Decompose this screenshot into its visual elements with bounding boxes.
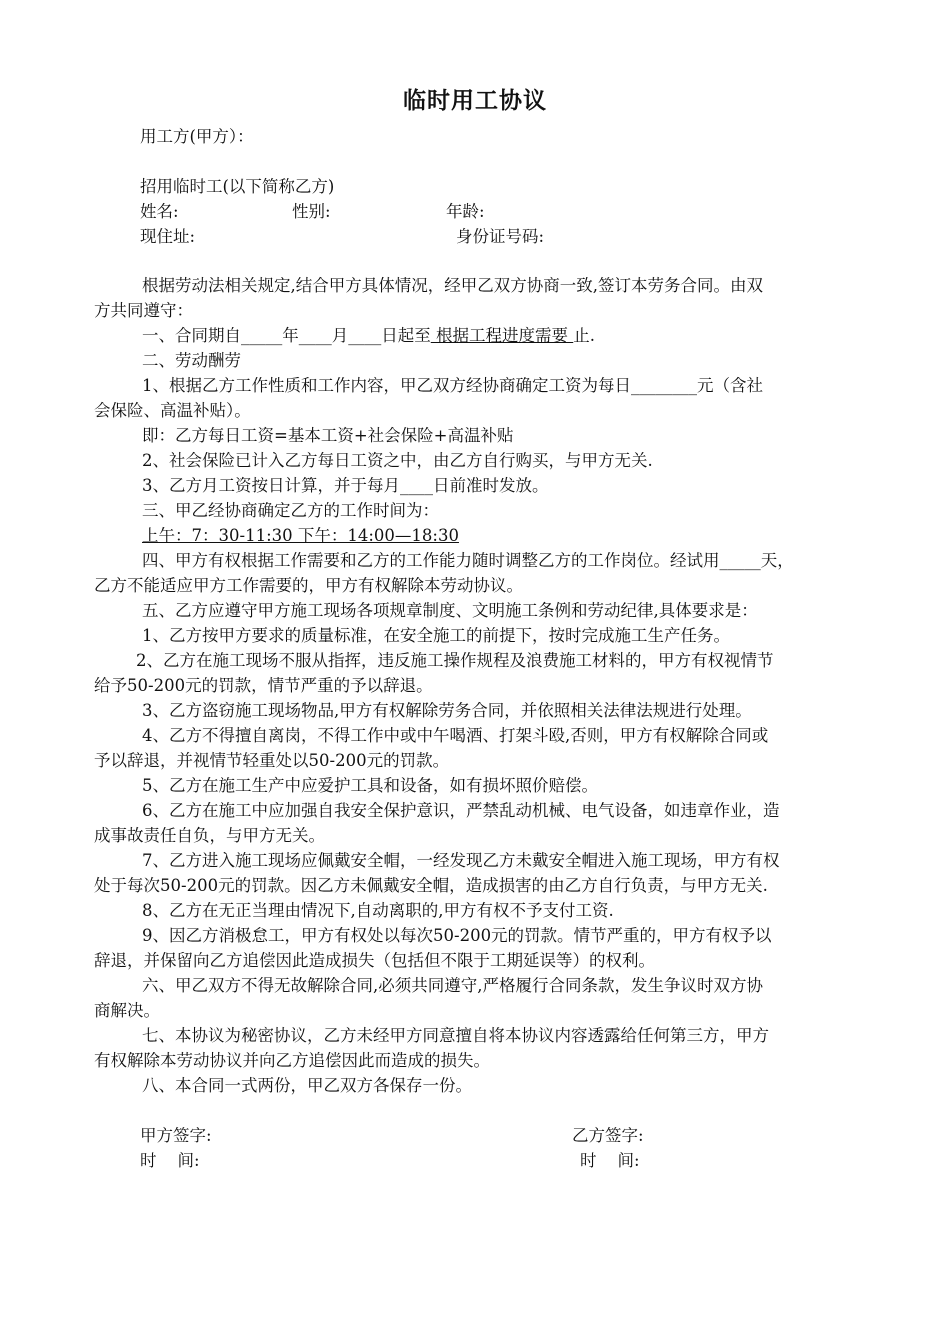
clause-2-3-suffix: 日前准时发放。: [433, 476, 549, 495]
clause-4-line-1: [142, 550, 794, 572]
clause-2-1-line-2: 会保险、高温补贴）。: [94, 401, 251, 420]
month-blank: ____: [298, 326, 332, 345]
probation-days-blank: _____: [719, 551, 761, 570]
clause-8: 八、本合同一式两份，甲乙双方各保存一份。: [142, 1076, 472, 1095]
clause-1-month: 月: [331, 326, 349, 345]
clause-2-2: 2、社会保险已计入乙方每日工资之中，由乙方自行购买，与甲方无关.: [142, 451, 653, 470]
clause-1-end: 止.: [573, 326, 595, 345]
clause-4-line-2: 乙方不能适应甲方工作需要的，甲方有权解除本劳动协议。: [94, 576, 523, 595]
clause-7-line-2: 有权解除本劳动协议并向乙方追偿因此而造成的损失。: [94, 1051, 490, 1070]
wage-formula: 即：乙方每日工资=基本工资+社会保险+高温补贴: [142, 426, 514, 445]
clause-4-prefix: 四、甲方有权根据工作需要和乙方的工作能力随时调整乙方的工作岗位。经试用: [142, 551, 720, 570]
clause-5-5: 5、乙方在施工生产中应爱护工具和设备，如有损坏照价赔偿。: [142, 776, 598, 795]
clause-5-4-line-2: 予以辞退，并视情节轻重处以50-200元的罚款。: [94, 751, 450, 770]
clause-5-8: 8、乙方在无正当理由情况下,自动离职的,甲方有权不予支付工资.: [142, 901, 614, 920]
clause-5-2-line-2: 给予50-200元的罚款，情节严重的予以辞退。: [94, 676, 433, 695]
address-label: 现住址:: [140, 227, 196, 246]
clause-4-suffix: 天，: [760, 551, 794, 570]
clause-2-1-suffix: 元（含社: [697, 376, 763, 395]
employer-label: 用工方(甲方）：: [140, 127, 254, 146]
clause-5-6-line-1: 6、乙方在施工中应加强自我安全保护意识，严禁乱动机械、电气设备，如违章作业，造: [142, 801, 780, 820]
page-title: 临时用工协议: [403, 88, 547, 114]
clause-5-title: 五、乙方应遵守甲方施工现场各项规章制度、文明施工条例和劳动纪律,具体要求是：: [142, 601, 758, 620]
clause-5-9-line-2: 辞退，并保留向乙方追偿因此造成损失（包括但不限于工期延误等）的权利。: [94, 951, 655, 970]
daily-wage-blank: ________: [631, 376, 697, 395]
clause-2-3: [142, 475, 549, 497]
clause-2-3-prefix: 3、乙方月工资按日计算，并于每月: [142, 476, 400, 495]
day-blank: ____: [348, 326, 382, 345]
clause-5-6-line-2: 成事故责任自负，与甲方无关。: [94, 826, 325, 845]
clause-6-line-2: 商解决。: [94, 1001, 160, 1020]
clause-5-1: 1、乙方按甲方要求的质量标准，在安全施工的前提下，按时完成施工生产任务。: [142, 626, 730, 645]
preamble-line-2: 方共同遵守：: [94, 301, 193, 320]
work-hours: 上午：7：30-11:30 下午：14:00—18:30: [142, 526, 459, 545]
clause-1: [142, 325, 595, 347]
clause-5-3: 3、乙方盗窃施工现场物品,甲方有权解除劳务合同，并依照相关法律法规进行处理。: [142, 701, 752, 720]
clause-1-year: 年: [282, 326, 299, 345]
age-label: 年龄:: [446, 202, 485, 221]
clause-2-1-prefix: 1、根据乙方工作性质和工作内容，甲乙双方经协商确定工资为每日: [142, 376, 631, 395]
clause-1-prefix: 一、合同期自: [142, 326, 241, 345]
gender-label: 性别:: [292, 202, 331, 221]
clause-5-7-line-1: 7、乙方进入施工现场应佩戴安全帽，一经发现乙方未戴安全帽进入施工现场，甲方有权: [142, 851, 780, 870]
clause-7-line-1: 七、本协议为秘密协议，乙方未经甲方同意擅自将本协议内容透露给任何第三方，甲方: [142, 1026, 769, 1045]
clause-2-1-line-1: [142, 375, 763, 397]
clause-3-title: 三、甲乙经协商确定乙方的工作时间为：: [142, 501, 439, 520]
party-b-time-label: 时 间:: [580, 1151, 640, 1170]
clause-5-7-line-2: 处于每次50-200元的罚款。因乙方未佩戴安全帽，造成损害的由乙方自行负责，与甲方无关.: [94, 876, 768, 895]
party-b-signature-label: 乙方签字:: [572, 1126, 644, 1145]
clause-5-4-line-1: 4、乙方不得擅自离岗，不得工作中或中午喝酒、打架斗殴,否则，甲方有权解除合同或: [142, 726, 769, 745]
clause-1-day: 日起至: [381, 326, 431, 345]
party-a-time-label: 时 间:: [140, 1151, 200, 1170]
worker-intro: 招用临时工(以下简称乙方): [140, 177, 335, 196]
contract-end-term: 根据工程进度需要: [430, 326, 574, 345]
clause-5-2-line-1: 2、乙方在施工现场不服从指挥，违反施工操作规程及浪费施工材料的，甲方有权视情节: [136, 651, 774, 670]
payday-blank: ____: [400, 476, 433, 495]
clause-2-title: 二、劳动酬劳: [142, 351, 241, 370]
preamble-line-1: 根据劳动法相关规定,结合甲方具体情况，经甲乙双方协商一致,签订本劳务合同。由双: [142, 276, 763, 295]
name-label: 姓名:: [140, 202, 179, 221]
id-number-label: 身份证号码:: [456, 227, 545, 246]
party-a-signature-label: 甲方签字:: [140, 1126, 212, 1145]
clause-6-line-1: 六、甲乙双方不得无故解除合同,必须共同遵守,严格履行合同条款，发生争议时双方协: [142, 976, 763, 995]
year-blank: _____: [241, 326, 283, 345]
clause-5-9-line-1: 9、因乙方消极怠工，甲方有权处以每次50-200元的罚款。情节严重的，甲方有权予以: [142, 926, 772, 945]
